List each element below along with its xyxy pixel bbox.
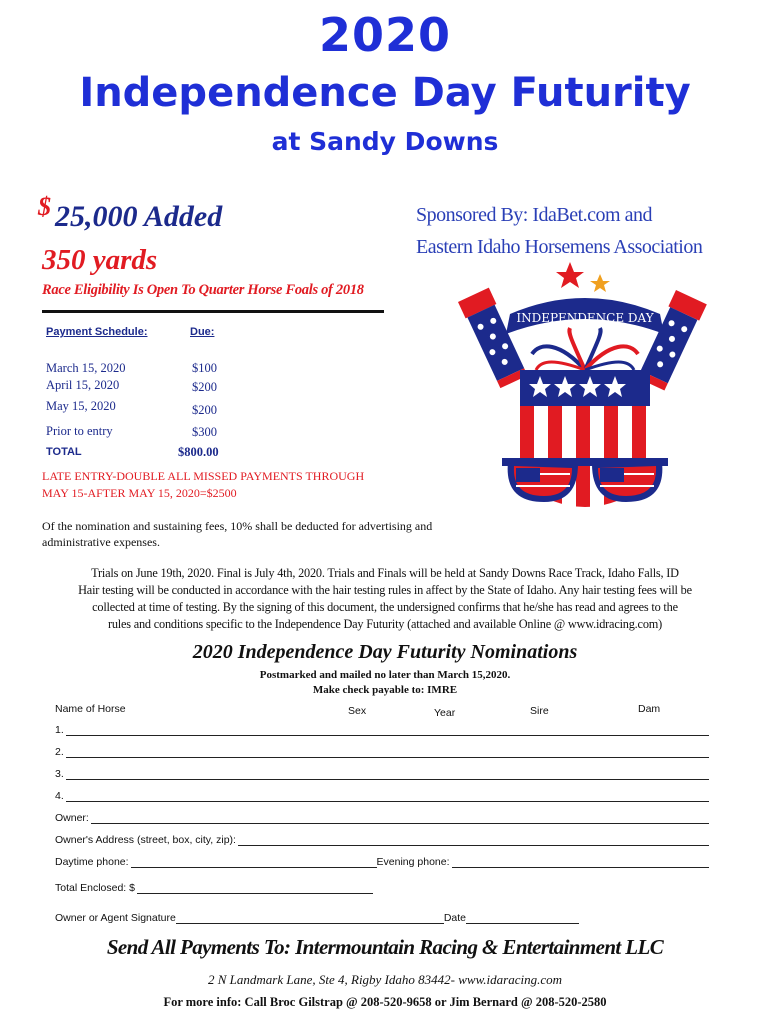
daytime-phone-line[interactable] [131, 856, 377, 868]
total-enclosed-line[interactable] [137, 882, 373, 894]
entry-line[interactable] [66, 790, 709, 802]
entry-number: 3. [55, 768, 64, 780]
payment-amount-4: $300 [192, 425, 217, 439]
entry-number: 1. [55, 724, 64, 736]
evening-phone-line[interactable] [452, 856, 709, 868]
entry-line[interactable] [66, 724, 709, 736]
fees-note-line-2: administrative expenses. [42, 535, 160, 549]
column-sire: Sire [530, 705, 549, 717]
eligibility-text: Race Eligibility Is Open To Quarter Horse Foals of 2018 [42, 282, 364, 298]
nomination-entry-3[interactable] [55, 768, 709, 780]
column-name-of-horse: Name of Horse [55, 703, 126, 715]
footer-address: 2 N Landmark Lane, Ste 4, Rigby Idaho 83442- www.idaracing.com [208, 972, 562, 987]
rules-line-3: collected at time of testing. By the signing of this document, the undersigned confirms that he/she has read and agrees to the [92, 600, 678, 614]
total-enclosed-label: Total Enclosed: $ [55, 882, 135, 894]
independence-day-logo [440, 262, 730, 552]
race-distance: 350 yards [42, 244, 158, 276]
owner-field[interactable] [55, 812, 709, 824]
owner-address-line[interactable] [238, 834, 709, 846]
rules-line-4: rules and conditions specific to the Independence Day Futurity (attached and available Online @ www.idracing.com) [107, 617, 663, 631]
send-payments-heading: Send All Payments To: Intermountain Racing & Entertainment LLC [106, 935, 664, 959]
payment-total-amount: $800.00 [178, 445, 219, 459]
date-label: Date [443, 912, 467, 924]
banner-text: INDEPENDENCE DAY [516, 311, 654, 325]
late-entry-line-1: LATE ENTRY-DOUBLE ALL MISSED PAYMENTS THROUGH [42, 469, 365, 483]
date-line[interactable] [466, 912, 579, 924]
rules-line-1: Trials on June 19th, 2020. Final is July 4th, 2020. Trials and Finals will be held at Sandy Downs Race Track, Idaho Falls, ID [91, 566, 679, 580]
nomination-entry-1[interactable] [55, 724, 709, 736]
payment-due-header: Due: [190, 326, 215, 338]
owner-label: Owner: [55, 812, 89, 824]
owner-address-field[interactable] [55, 834, 709, 846]
signature-label: Owner or Agent Signature [55, 912, 176, 924]
late-entry-line-2: MAY 15-AFTER MAY 15, 2020=$2500 [42, 486, 237, 500]
entry-line[interactable] [66, 768, 709, 780]
payment-schedule-header: Payment Schedule: [46, 326, 148, 338]
payment-amount-3: $200 [192, 403, 217, 417]
sponsor-line-1: Sponsored By: IdaBet.com and [416, 204, 652, 226]
signature-fields[interactable] [55, 912, 579, 924]
payment-date-2: April 15, 2020 [46, 378, 120, 392]
footer-contact-info: For more info: Call Broc Gilstrap @ 208-520-9658 or Jim Bernard @ 208-520-2580 [163, 995, 607, 1009]
nominations-title: 2020 Independence Day Futurity Nominations [192, 641, 578, 663]
payment-date-1: March 15, 2020 [46, 361, 126, 375]
signature-line[interactable] [176, 912, 444, 924]
payment-date-4: Prior to entry [46, 424, 113, 438]
entry-number: 4. [55, 790, 64, 802]
nomination-entry-2[interactable] [55, 746, 709, 758]
purse-amount: 25,000 Added [55, 200, 223, 233]
fees-note-line-1: Of the nomination and sustaining fees, 10% shall be deducted for advertising and [42, 519, 433, 533]
entry-line[interactable] [66, 746, 709, 758]
owner-address-label: Owner's Address (street, box, city, zip): [55, 834, 236, 846]
column-dam: Dam [638, 703, 661, 715]
column-year: Year [434, 707, 456, 719]
payment-date-3: May 15, 2020 [46, 399, 116, 413]
nomination-entry-4[interactable] [55, 790, 709, 802]
owner-line[interactable] [91, 812, 709, 824]
entry-number: 2. [55, 746, 64, 758]
total-enclosed-field[interactable] [55, 882, 373, 894]
column-sex: Sex [348, 705, 367, 717]
payable-note: Make check payable to: IMRE [312, 684, 458, 696]
payment-amount-2: $200 [192, 380, 217, 394]
rules-line-2: Hair testing will be conducted in accordance with the hair testing rules in affect by the State of Idaho. Any hair testing fees will be [78, 583, 692, 597]
phone-fields[interactable] [55, 856, 709, 868]
star-icon [590, 274, 610, 292]
event-title: Independence Day Futurity [79, 70, 691, 116]
year-title: 2020 [318, 8, 452, 62]
daytime-phone-label: Daytime phone: [55, 856, 129, 868]
sponsor-line-2: Eastern Idaho Horsemens Association [416, 236, 703, 258]
venue-title: at Sandy Downs [271, 127, 499, 156]
divider [42, 310, 384, 313]
dollar-sign: $ [38, 192, 51, 221]
postmark-note: Postmarked and mailed no later than March 15,2020. [259, 669, 511, 681]
evening-phone-label: Evening phone: [376, 856, 450, 868]
payment-amount-1: $100 [192, 361, 217, 375]
payment-total-label: TOTAL [46, 446, 82, 458]
star-icon [556, 262, 584, 288]
firework-logo-graphic [440, 262, 730, 552]
